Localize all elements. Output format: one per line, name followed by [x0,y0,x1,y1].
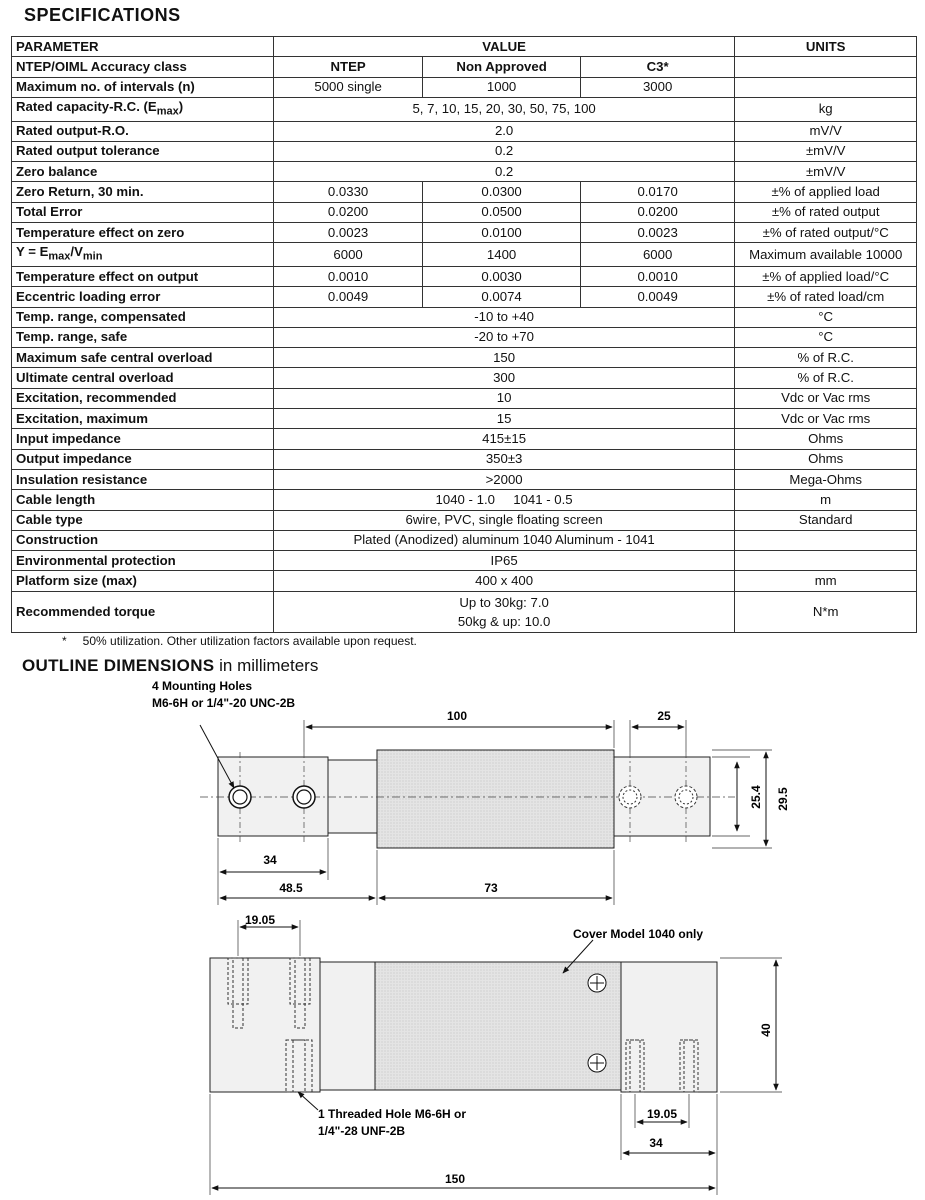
row-units: ±% of rated load/cm [735,287,917,307]
row-label: Temp. range, safe [12,327,274,347]
row-units: °C [735,327,917,347]
row-label: Temperature effect on zero [12,223,274,243]
row-units: N*m [735,591,917,632]
row-value: 0.0170 [580,182,735,202]
side-neck [320,962,375,1090]
top-view [152,679,790,905]
row-label: Temp. range, compensated [12,307,274,327]
row-units: ±% of rated output [735,202,917,222]
row-label: Excitation, recommended [12,388,274,408]
dim-40-label: 40 [759,1023,773,1037]
threaded-hole-leader-arrow [298,1092,318,1110]
row-units: Maximum available 10000 [735,243,917,267]
row-value: 10 [273,388,735,408]
row-label: Maximum no. of intervals (n) [12,77,274,97]
row-value: 0.2 [273,141,735,161]
row-value: 6wire, PVC, single floating screen [273,510,735,530]
hidden-hole-icon [675,786,697,808]
row-units: Vdc or Vac rms [735,388,917,408]
threaded-hole-line2: 1/4"-28 UNF-2B [318,1124,406,1138]
header-parameter: PARAMETER [12,37,274,57]
row-value: 0.0500 [423,202,581,222]
row-units: mm [735,571,917,591]
mounting-hole-icon [229,786,251,808]
dim-19-05-right-label: 19.05 [646,1107,678,1121]
dim-29-5-label: 29.5 [776,787,790,811]
row-label: $Y = E_{max}/V_{min}$ [12,243,274,267]
side-cover [375,962,621,1090]
row-label: Input impedance [12,429,274,449]
footnote-star: * [62,634,67,648]
row-units: ±mV/V [735,162,917,182]
row-units: m [735,490,917,510]
row-units: ±% of applied load/°C [735,266,917,286]
row-units: Vdc or Vac rms [735,409,917,429]
row-label: Insulation resistance [12,469,274,489]
row-value: -10 to +40 [273,307,735,327]
row-value: 400 x 400 [273,571,735,591]
row-value: 0.0100 [423,223,581,243]
row-value: Up to 30kg: 7.0 50kg & up: 10.0 [273,591,735,632]
dim-34-top-label: 34 [263,853,277,867]
dim-48-5-label: 48.5 [279,881,303,895]
dim-34-bottom-label: 34 [649,1136,663,1150]
row-label: Temperature effect on output [12,266,274,286]
outline-dimensions-heading: OUTLINE DIMENSIONS [22,656,215,675]
value-ntep: NTEP [273,57,422,77]
dim-19-05-left-label: 19.05 [244,913,276,927]
row-label: Ultimate central overload [12,368,274,388]
side-left-block [210,958,320,1092]
row-units: Ohms [735,429,917,449]
row-value: 300 [273,368,735,388]
row-value: 0.0023 [580,223,735,243]
row-label: Zero Return, 30 min. [12,182,274,202]
dim-73-label: 73 [484,881,498,895]
row-label: Excitation, maximum [12,409,274,429]
row-value: Plated (Anodized) aluminum 1040 Aluminum - 1041 [273,530,735,550]
row-value: 0.0200 [273,202,422,222]
side-view [210,913,782,1195]
row-value: 3000 [580,77,735,97]
row-value: 415±15 [273,429,735,449]
row-units: Ohms [735,449,917,469]
row-label: Platform size (max) [12,571,274,591]
row-value: 0.2 [273,162,735,182]
row-value: 15 [273,409,735,429]
row-units: °C [735,307,917,327]
top-neck [328,760,377,833]
dim-25-label: 25 [657,709,671,723]
row-value: 0.0030 [423,266,581,286]
row-label: Rated output-R.O. [12,121,274,141]
row-label: Maximum safe central overload [12,348,274,368]
row-value: 0.0300 [423,182,581,202]
row-units: mV/V [735,121,917,141]
row-value: 5000 single [273,77,422,97]
row-units: ±% of rated output/°C [735,223,917,243]
footnote-text: 50% utilization. Other utilization factors available upon request. [82,634,417,648]
row-units: ±mV/V [735,141,917,161]
specifications-title: SPECIFICATIONS [24,5,181,25]
cover-note: Cover Model 1040 only [573,927,704,941]
row-units: kg [735,97,917,121]
row-value: 150 [273,348,735,368]
row-label: Zero balance [12,162,274,182]
dim-25-4-label: 25.4 [749,785,763,809]
row-value: 0.0200 [580,202,735,222]
hidden-hole-icon [619,786,641,808]
header-value: VALUE [273,37,735,57]
row-label: Output impedance [12,449,274,469]
outline-dimensions-units: in millimeters [214,656,319,675]
header-units: UNITS [735,37,917,57]
row-label: Environmental protection [12,551,274,571]
value-non-approved: Non Approved [423,57,581,77]
row-value: 0.0330 [273,182,422,202]
row-label: Cable type [12,510,274,530]
row-label: Recommended torque [12,591,274,632]
row-value: 0.0049 [580,287,735,307]
row-value: 1000 [423,77,581,97]
dim-150-label: 150 [444,1172,466,1186]
row-units: Standard [735,510,917,530]
row-value: 2.0 [273,121,735,141]
row-label: NTEP/OIML Accuracy class [12,57,274,77]
row-value: 6000 [273,243,422,267]
row-value: 5, 7, 10, 15, 20, 30, 50, 75, 100 [273,97,735,121]
dim-100-label: 100 [446,709,468,723]
mounting-holes-line1: 4 Mounting Holes [152,679,252,693]
row-units: % of R.C. [735,348,917,368]
value-c3: C3* [580,57,735,77]
row-label: Construction [12,530,274,550]
row-label: Eccentric loading error [12,287,274,307]
row-value: 350±3 [273,449,735,469]
side-right-block [621,962,717,1092]
row-units: Mega-Ohms [735,469,917,489]
row-units: ±% of applied load [735,182,917,202]
row-value: 0.0074 [423,287,581,307]
row-value: 1040 - 1.0 1041 - 0.5 [273,490,735,510]
row-value: 0.0010 [273,266,422,286]
top-cover [377,750,614,848]
row-label: Rated output tolerance [12,141,274,161]
row-label: Total Error [12,202,274,222]
row-value: -20 to +70 [273,327,735,347]
threaded-hole-line1: 1 Threaded Hole M6-6H or [318,1107,467,1121]
row-value: 1400 [423,243,581,267]
mounting-holes-line2: M6-6H or 1/4"-20 UNC-2B [152,696,296,710]
row-value: 0.0010 [580,266,735,286]
row-label: Cable length [12,490,274,510]
row-value: 6000 [580,243,735,267]
mounting-hole-icon [293,786,315,808]
row-value: 0.0023 [273,223,422,243]
row-units: % of R.C. [735,368,917,388]
row-value: >2000 [273,469,735,489]
row-value: IP65 [273,551,735,571]
row-value: 0.0049 [273,287,422,307]
row-label: Rated capacity-R.C. $(E_{max})$ [12,97,274,121]
